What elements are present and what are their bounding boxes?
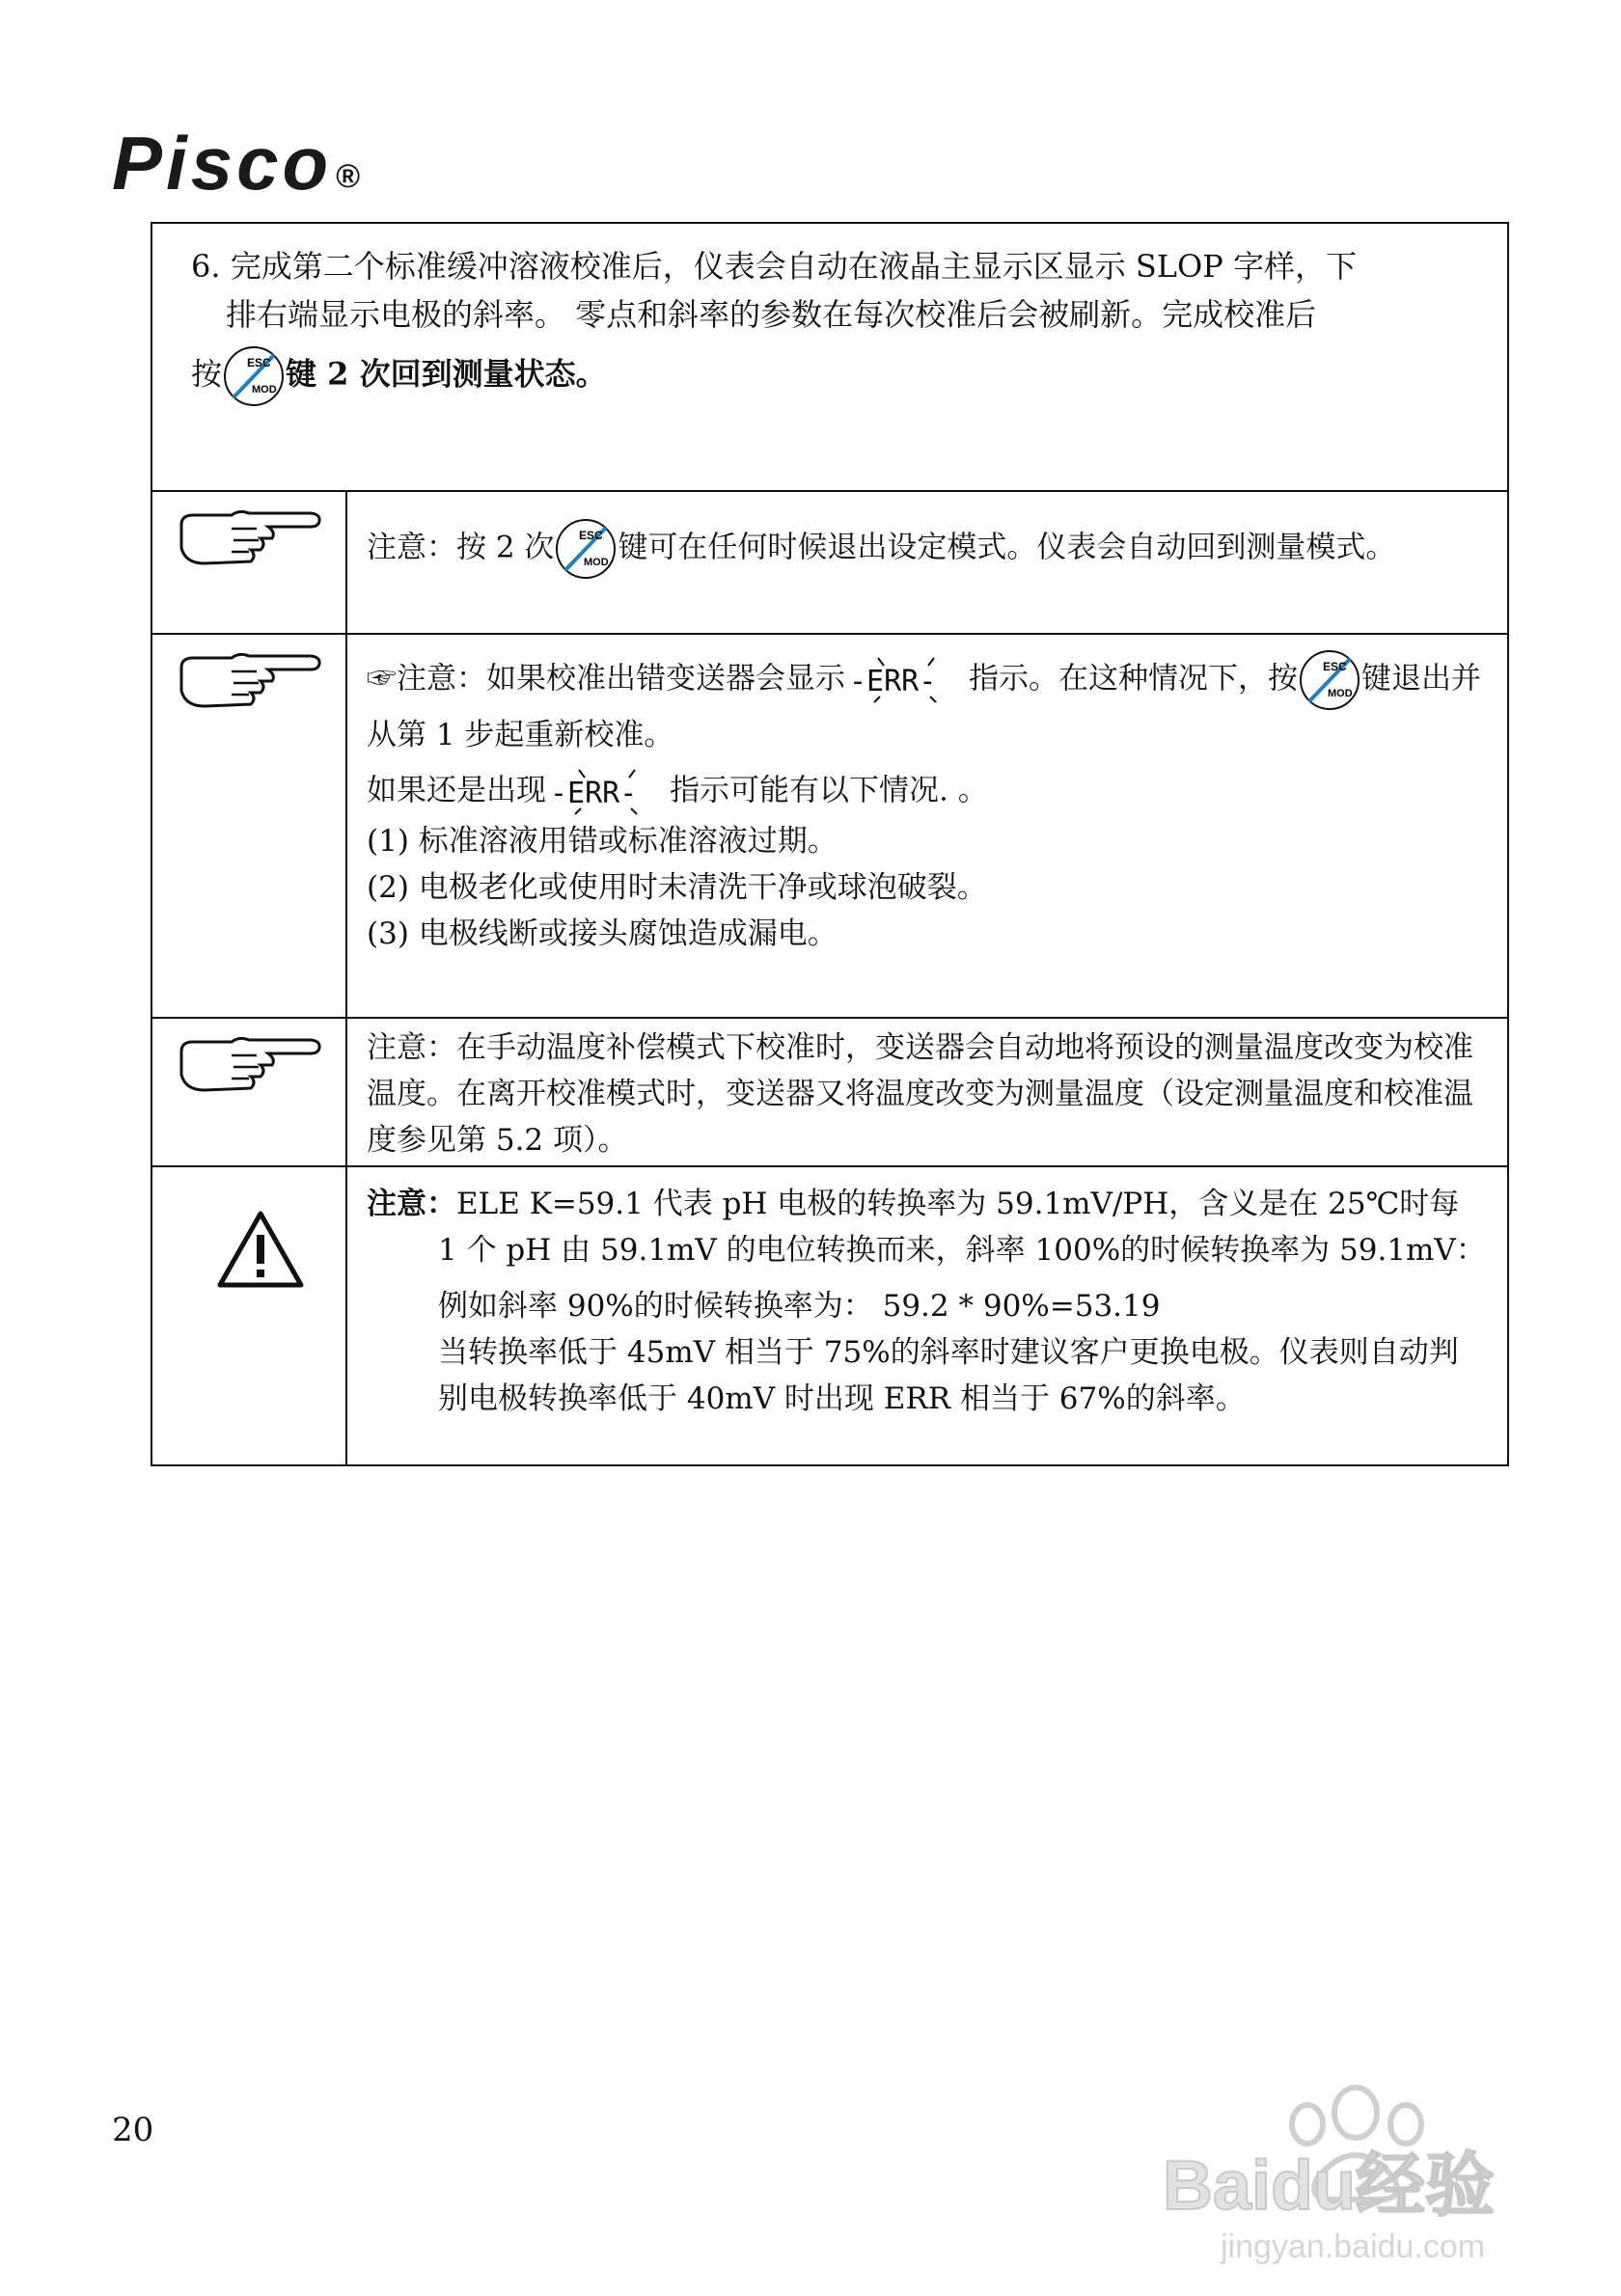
svg-text:-ERR-: -ERR-: [849, 665, 937, 698]
svg-text:ESC: ESC: [579, 529, 604, 542]
err-indicator: [546, 766, 670, 818]
note-1-text: 注意：按 2 次 ESC MOD 键可在任何时候退出设定模式。仪表会自动回到测量模式。: [347, 492, 1507, 633]
svg-text:MOD: MOD: [1328, 688, 1353, 699]
pisco-logo: Pisco ®: [112, 121, 365, 205]
note-2-text: ☞注意：如果校准出错变送器会显示 -ERR- 指示。在这种情况下，按 ESC MOD 键退出并从第 1 步起重新校准。 如果还是出现 -ERR- 指示可能有以下情况. 。 (1) 标准溶液用错或标准溶液过期。 (2) 电极老化或使用时未清洗干净或球泡破裂。 (3) 电极线断或接头腐蚀造成漏电。: [347, 635, 1507, 1017]
note-3-text: 注意：在手动温度补偿模式下校准时，变送器会自动地将预设的测量温度改变为校准温度。在离开校准模式时，变送器又将温度改变为测量温度（设定测量温度和校准温度参见第 5.2 项）。: [367, 1030, 1473, 1159]
esc-mod-key-icon: [222, 344, 286, 408]
svg-text:MOD: MOD: [584, 557, 610, 568]
err-indicator: [845, 654, 969, 706]
svg-text:-ERR-: -ERR-: [550, 777, 638, 811]
list-item: (2) 电极老化或使用时未清洗干净或球泡破裂。: [367, 870, 987, 906]
esc-mod-key-icon: [554, 517, 618, 581]
baidu-watermark: [1153, 2064, 1558, 2267]
svg-text:ESC: ESC: [1323, 660, 1347, 673]
svg-text:MOD: MOD: [252, 384, 277, 396]
pointing-hand-icon: [176, 506, 322, 573]
list-item: (3) 电极线断或接头腐蚀造成漏电。: [367, 916, 838, 952]
svg-text:ESC: ESC: [247, 356, 271, 370]
note-row-3: [152, 1017, 1507, 1165]
pointing-hand-icon: [176, 1032, 322, 1100]
note-row-2: [152, 633, 1507, 1017]
step-6-row: [152, 224, 1507, 490]
note-row-4: [152, 1165, 1507, 1464]
esc-mod-key-icon: [1298, 648, 1361, 712]
svg-text:jingyan.baidu.com: jingyan.baidu.com: [1221, 2228, 1486, 2265]
list-item: (1) 标准溶液用错或标准溶液过期。: [367, 824, 838, 860]
instruction-table: [151, 222, 1509, 1466]
note-row-1: [152, 490, 1507, 633]
warning-triangle-icon: [216, 1210, 305, 1289]
pointing-hand-icon: [176, 648, 322, 716]
note-4-text: 注意：ELE K=59.1 代表 pH 电极的转换率为 59.1mV/PH，含义是在 25℃时每 1 个 pH 由 59.1mV 的电位转换而来，斜率 100%的时候转换率为 59.1mV： 例如斜率 90%的时候转换率为： 59.2 * 90%=53.19 当转换率低于 45mV 相当于 75%的斜率时建议客户更换电极。仪表则自动判别电极转换率低于 40mV 时出现 ERR 相当于 67%的斜率。: [367, 1187, 1486, 1417]
svg-text:Baidu经验: Baidu经验: [1163, 2147, 1496, 2225]
page-number: 20: [112, 2111, 154, 2149]
step-6-text: 6. 完成第二个标准缓冲溶液校准后，仪表会自动在液晶主显示区显示 SLOP 字样，下 排右端显示电极的斜率。 零点和斜率的参数在每次校准后会被刷新。完成校准后 按 ESC MOD 键 2 次回到测量状态。: [152, 224, 1507, 490]
